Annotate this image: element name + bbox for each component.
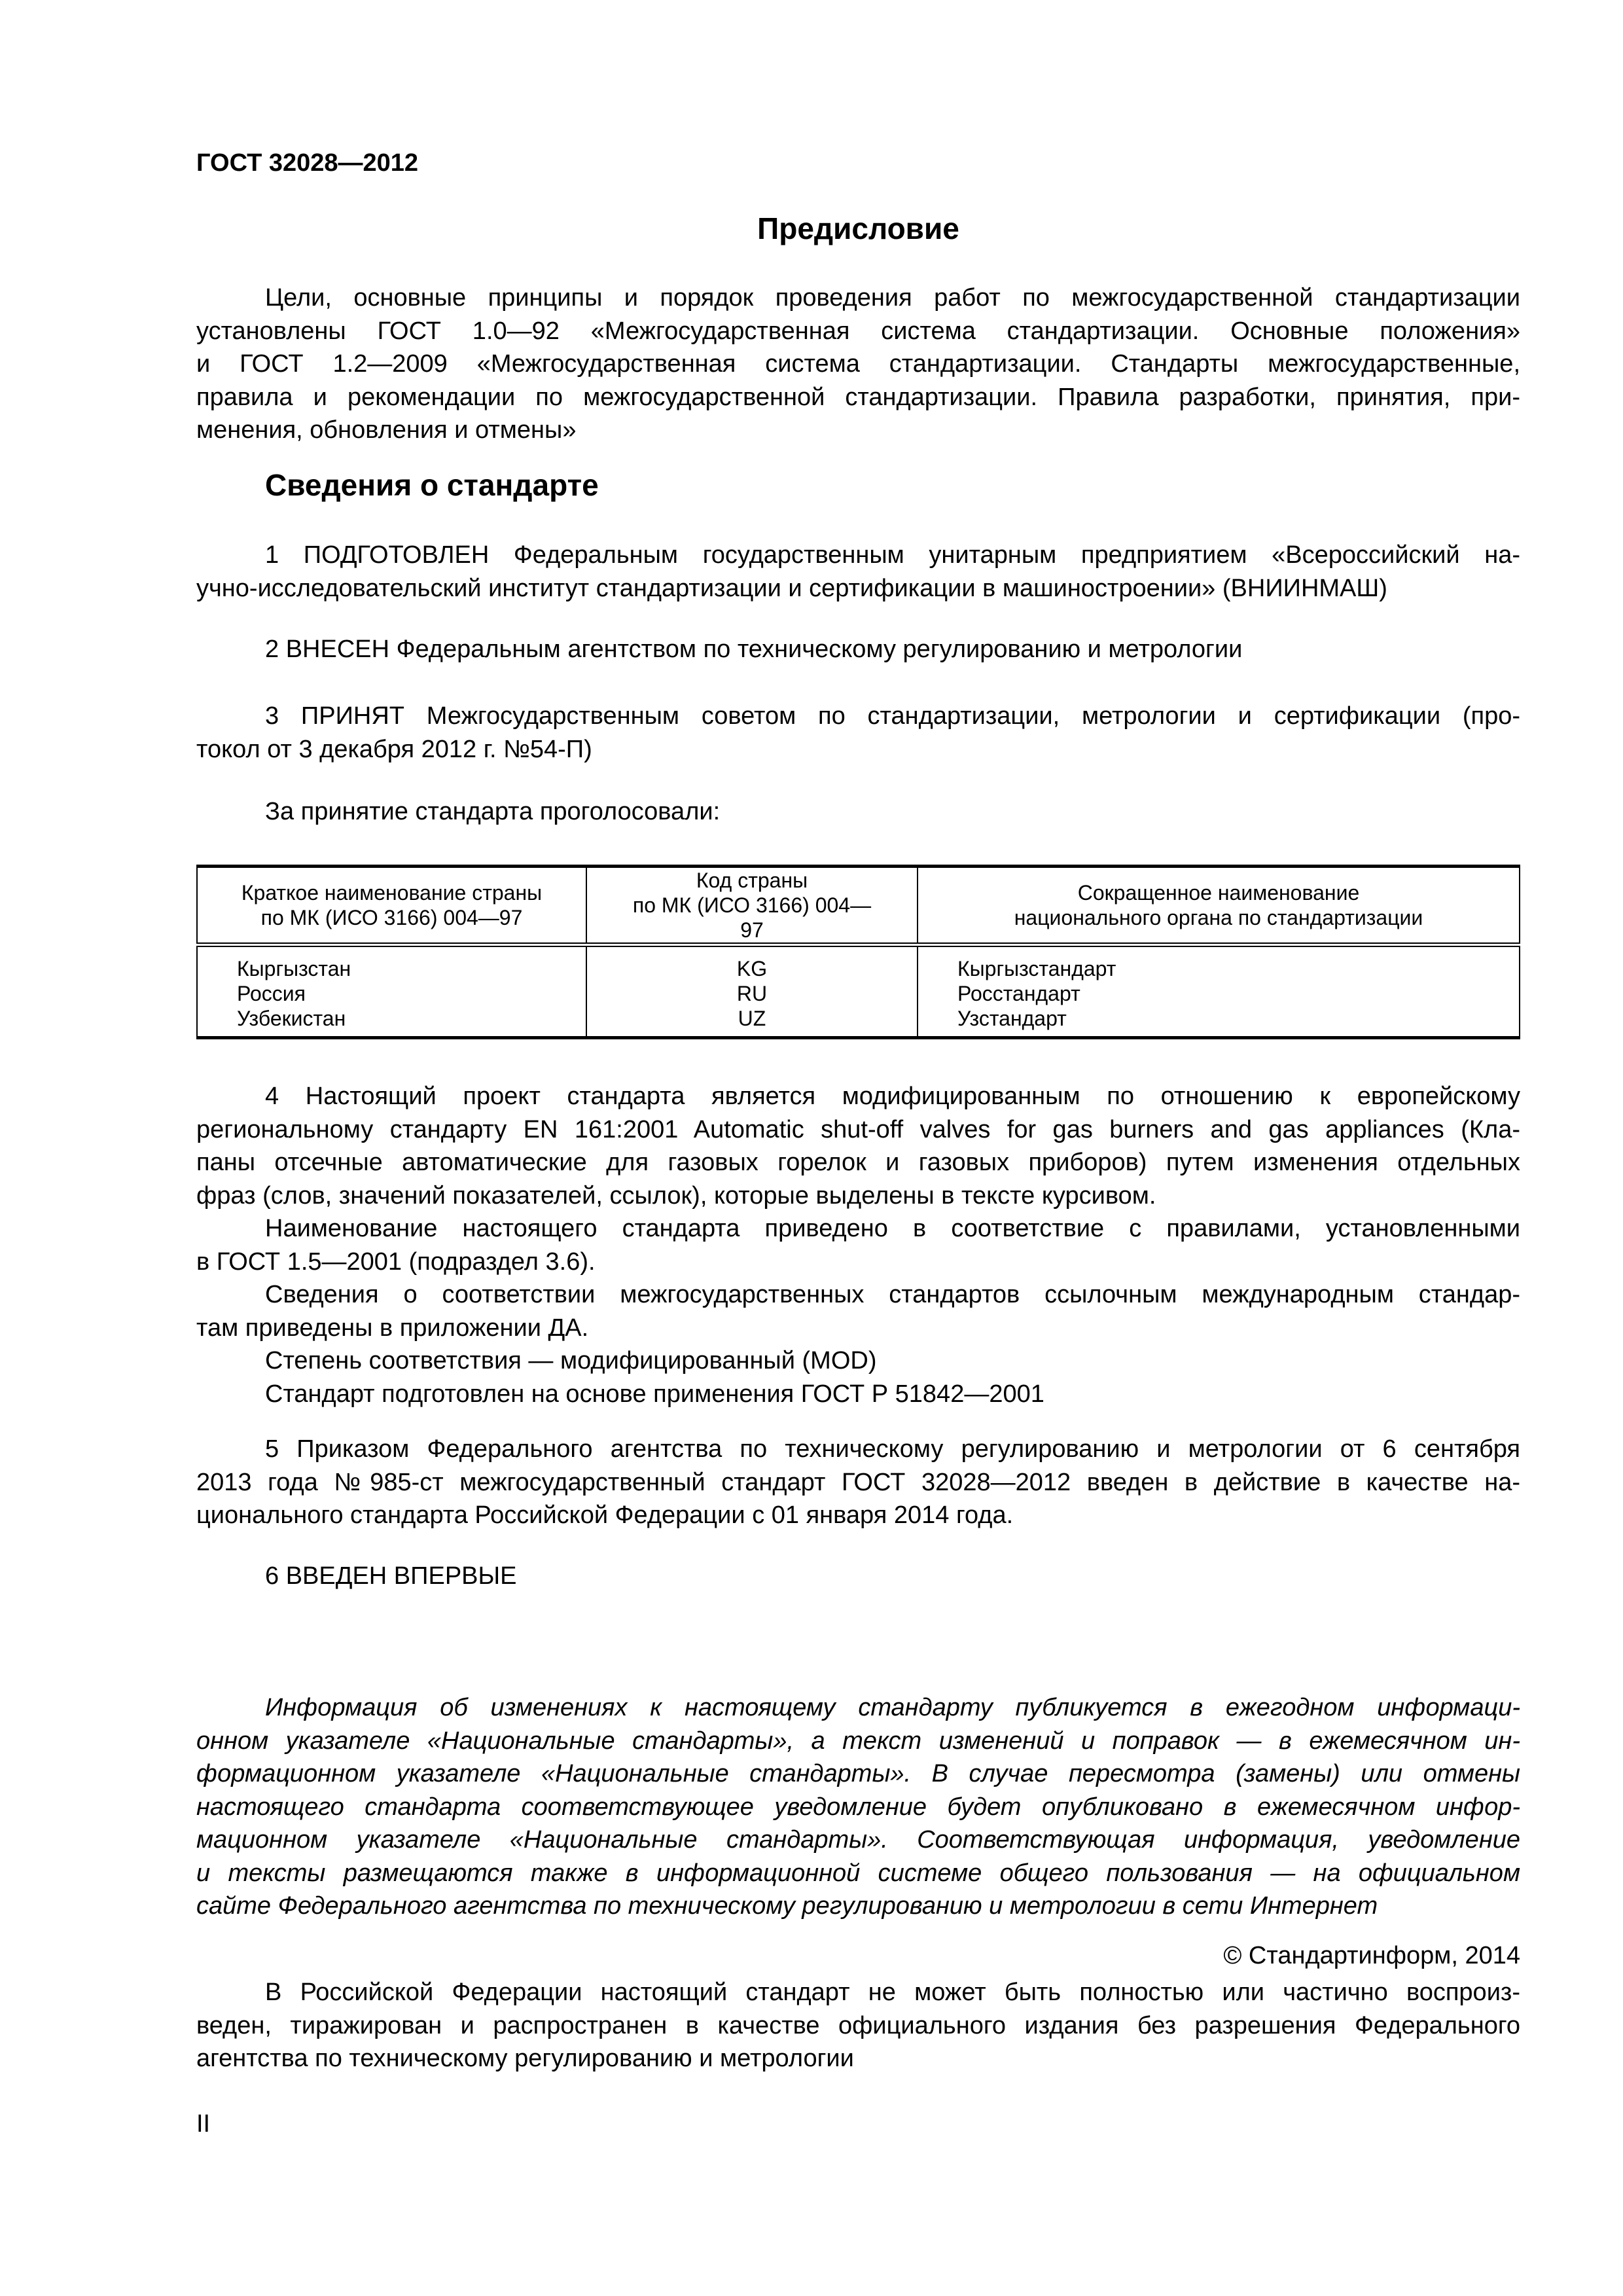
text-line: региональному стандарту EN 161:2001 Automatic shut-off valves for gas burners and gas appliances (Кла- — [196, 1115, 1520, 1143]
country-codes-cell: KG RU UZ — [586, 945, 918, 1038]
country-names-cell: Кыргызстан Россия Узбекистан — [197, 945, 586, 1038]
standard-info-title: Сведения о стандарте — [265, 468, 599, 502]
page-number: II — [196, 2110, 211, 2138]
header-country-name: Краткое наименование страны по МК (ИСО 3166) 004—97 — [197, 867, 586, 945]
text-line: токол от 3 декабря 2012 г. №54-П) — [196, 735, 592, 763]
text-line: настоящего стандарта соответствующее уведомление будет опубликовано в ежемесячном инфор- — [196, 1793, 1520, 1821]
voted-label — [196, 795, 1520, 829]
national-bodies-cell: Кыргызстандарт Росстандарт Узстандарт — [918, 945, 1520, 1038]
text-line: Сведения о соответствии межгосударственных стандартов ссылочным международным стандар- — [265, 1281, 1520, 1308]
info-item-3 — [196, 700, 1520, 766]
text-line: в ГОСТ 1.5—2001 (подраздел 3.6). — [196, 1247, 596, 1276]
text-line: За принятие стандарта проголосовали: — [265, 798, 721, 825]
text-line: веден, тиражирован и распространен в качестве официального издания без разрешения Федерального — [196, 2011, 1520, 2039]
table-row — [197, 945, 1520, 1038]
info-item-4 — [196, 1080, 1520, 1410]
text-line: 1 ПОДГОТОВЛЕН Федеральным государственным унитарным предприятием «Всероссийский на- — [265, 541, 1520, 569]
text-line: ционального стандарта Российской Федерации с 01 января 2014 года. — [196, 1501, 1014, 1529]
text-line: 4 Настоящий проект стандарта является модифицированным по отношению к европейскому — [265, 1083, 1520, 1110]
text-line: фраз (слов, значений показателей, ссылок), которые выделены в тексте курсивом. — [196, 1181, 1156, 1210]
info-item-1 — [196, 539, 1520, 605]
foreword-paragraph — [196, 281, 1520, 447]
text-line: и тексты размещаются также в информационной системе общего пользования — на официальном — [196, 1859, 1520, 1887]
text-line: Стандарт подготовлен на основе применения ГОСТ Р 51842—2001 — [265, 1380, 1044, 1408]
text-line: 5 Приказом Федерального агентства по техническому регулированию и метрологии от 6 сентября — [265, 1435, 1520, 1463]
text-line: 6 ВВЕДЕН ВПЕРВЫЕ — [265, 1562, 517, 1590]
text-line: мационном указателе «Национальные стандарты». Соответствующая информация, уведомление — [196, 1826, 1520, 1854]
text-line: агентства по техническому регулированию и метрологии — [196, 2045, 854, 2072]
text-line: онном указателе «Национальные стандарты», а текст изменений и поправок — в ежемесячном ин- — [196, 1727, 1520, 1755]
header-country-code: Код страны по МК (ИСО 3166) 004—97 — [586, 867, 918, 945]
text-line: учно-исследовательский институт стандартизации и сертификации в машиностроении» (ВНИИНМАШ) — [196, 574, 1387, 602]
voting-countries-table — [196, 865, 1520, 1039]
text-line: сайте Федерального агентства по техническому регулированию и метрологии в сети Интернет — [196, 1892, 1378, 1920]
text-line: Наименование настоящего стандарта приведено в соответствие с правилами, установленными — [265, 1215, 1520, 1242]
text-line: В Российской Федерации настоящий стандарт не может быть полностью или частично воспроиз- — [265, 1979, 1520, 2006]
foreword-title: Предисловие — [757, 211, 959, 245]
text-line: там приведены в приложении ДА. — [196, 1314, 589, 1342]
text-line: менения, обновления и отмены» — [196, 416, 577, 444]
header-national-body: Сокращенное наименование национального органа по стандартизации — [918, 867, 1520, 945]
text-line: 3 ПРИНЯТ Межгосударственным советом по стандартизации, метрологии и сертификации (про- — [265, 702, 1520, 730]
text-line: паны отсечные автоматические для газовых горелок и газовых приборов) путем изменения отдельных — [196, 1149, 1520, 1176]
text-line: Степень соответствия — модифицированный (MOD) — [265, 1347, 877, 1374]
text-line: 2 ВНЕСЕН Федеральным агентством по техническому регулированию и метрологии — [265, 636, 1243, 663]
text-line: Цели, основные принципы и порядок проведения работ по межгосударственной стандартизации — [265, 284, 1520, 312]
info-item-2 — [196, 633, 1520, 666]
text-line: 2013 года №985-ст межгосударственный стандарт ГОСТ 32028—2012 введен в действие в качестве на- — [196, 1468, 1520, 1496]
text-line: правила и рекомендации по межгосударственной стандартизации. Правила разработки, принятия, при- — [196, 383, 1520, 411]
text-line: формационном указателе «Национальные стандарты». В случае пересмотра (замены) или отмены — [196, 1760, 1520, 1787]
change-notice-paragraph — [196, 1691, 1520, 1923]
text-line: Информация об изменениях к настоящему стандарту публикуется в ежегодном информаци- — [265, 1694, 1520, 1721]
document-id-header: ГОСТ 32028—2012 — [196, 149, 419, 177]
info-item-5 — [196, 1433, 1520, 1532]
text-line: и ГОСТ 1.2—2009 «Межгосударственная система стандартизации. Стандарты межгосударственные, — [196, 350, 1520, 378]
rights-paragraph — [196, 1976, 1520, 2075]
text-line: установлены ГОСТ 1.0—92 «Межгосударственная система стандартизации. Основные положения» — [196, 317, 1520, 345]
info-item-6 — [196, 1560, 1520, 1593]
copyright: © Стандартинформ, 2014 — [1223, 1942, 1520, 1969]
table-header-row — [197, 867, 1520, 945]
